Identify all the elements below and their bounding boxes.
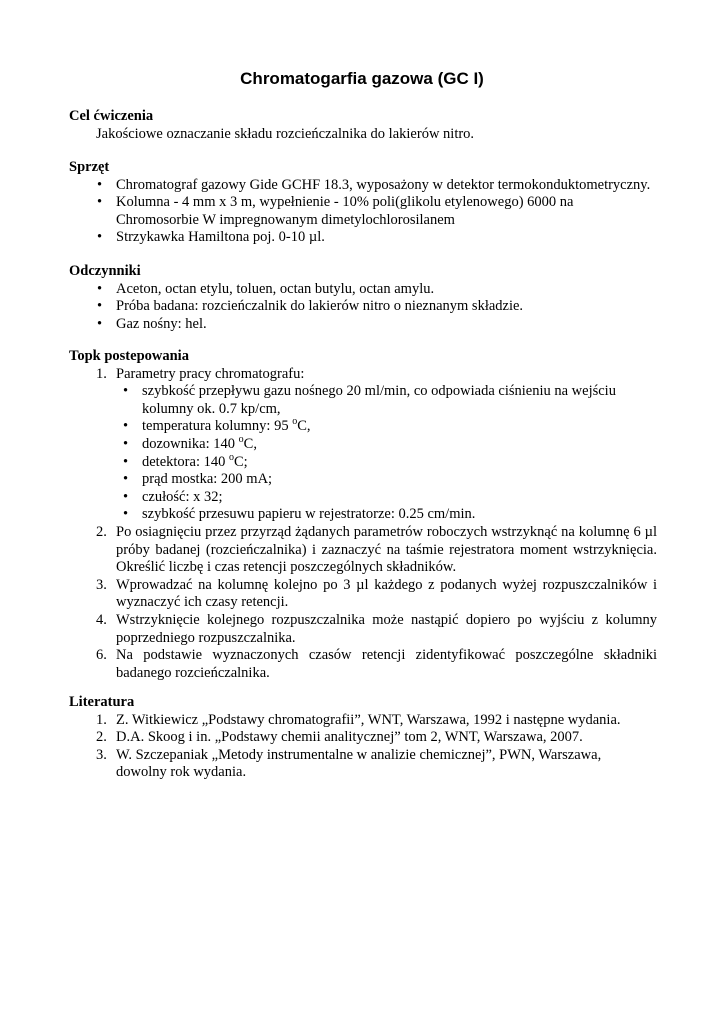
param-sensitivity: • czułość: x 32; [69,489,657,507]
degree-superscript: o [292,416,298,428]
procedure-step-3 [69,577,657,612]
param-unit: C; [233,453,248,470]
item-text: Z. Witkiewicz „Podstawy chromatografii”, WNT, Warszawa, 1992 i następne wydania. [116,711,621,728]
step-text: Wstrzyknięcie kolejnego rozpuszczalnika może nastąpić dopiero po wyjściu z kolumny poprzedniego rozpuszczalnika. [116,611,657,646]
literature-item [69,729,657,747]
procedure-step-6 [69,647,657,682]
section-literature [69,694,657,782]
section-heading-literature: Literatura [69,694,135,710]
procedure-list [69,366,657,384]
param-label: dozownika: 140 [142,435,239,452]
step-number: 4. [96,611,107,628]
section-heading-reagents: Odczynniki [69,263,141,279]
section-heading-goal: Cel ćwiczenia [69,108,154,124]
step-number: 3. [96,576,107,593]
degree-superscript: o [238,434,244,446]
reagents-list [69,281,657,334]
step-text: Parametry pracy chromatografu: [116,365,305,382]
section-procedure [69,348,657,682]
list-item: • Aceton, octan etylu, toluen, octan butylu, octan amylu. [69,281,657,299]
item-number: 2. [96,729,107,746]
section-heading-procedure: Topk postepowania [69,348,189,364]
param-unit: C, [297,418,311,435]
page-title: Chromatogarfia gazowa (GC I) [240,69,484,88]
param-detector-temperature [69,451,657,472]
step-text: Po osiagnięciu przez przyrząd żądanych parametrów roboczych wstrzyknąć na kolumnę 6 µl próby badanej (rozcieńczalnika) i zaznaczyć na taśmie rejestratora moment wstrzyknięcia. Określić liczbę i czas retencji poszczególnych składników. [116,523,657,576]
list-item: • Próba badana: rozcieńczalnik do lakierów nitro o nieznanym składzie. [69,298,657,316]
procedure-step-4 [69,612,657,647]
step-text: Na podstawie wyznaczonych czasów retencji zidentyfikować poszczególne składniki badanego rozcieńczalnika. [116,647,657,681]
step-number: 2. [96,523,107,540]
param-label: detektora: 140 [142,453,229,470]
item-number: 3. [96,746,107,763]
item-text: W. Szczepaniak „Metody instrumentalne w analizie chemicznej”, PWN, Warszawa, dowolny rok wydania. [116,746,602,781]
param-unit: C, [243,435,257,452]
list-item: • Gaz nośny: hel. [69,316,657,334]
literature-item [69,747,616,782]
list-item: • Strzykawka Hamiltona poj. 0-10 µl. [69,229,657,247]
literature-list [69,712,657,782]
list-item: • Kolumna - 4 mm x 3 m, wypełnienie - 10% poli(glikolu etylenowego) 6000 na Chromosorbie W impregnowanym dimetylochlorosilanem [69,194,616,229]
section-equipment [69,159,657,247]
goal-text: Jakościowe oznaczanie składu rozcieńczalnika do lakierów nitro. [96,125,475,142]
section-reagents [69,263,657,333]
procedure-step-2 [69,524,657,577]
param-doser-temperature [69,436,657,454]
section-heading-equipment: Sprzęt [69,159,110,175]
degree-superscript: o [228,451,234,463]
chromatograph-parameters-list [69,383,657,524]
procedure-list-continued [69,524,657,682]
list-item: • Chromatograf gazowy Gide GCHF 18.3, wyposażony w detektor termokonduktometryczny. [69,177,657,195]
procedure-step-1 [69,366,657,384]
param-label: temperatura kolumny: 95 [142,418,293,435]
step-number: 6. [96,647,107,664]
param-column-temperature [69,418,657,436]
item-number: 1. [96,711,107,728]
section-goal [69,108,657,143]
literature-item [69,712,657,730]
param-paper-speed: • szybkość przesuwu papieru w rejestratorze: 0.25 cm/min. [69,506,657,524]
param-flow-rate: • szybkość przepływu gazu nośnego 20 ml/min, co odpowiada ciśnieniu na wejściu kolumny ok. 0.7 kp/cm, [69,383,622,418]
equipment-list [69,177,657,247]
step-number: 1. [96,365,107,382]
step-text: Wprowadzać na kolumnę kolejno po 3 µl każdego z podanych wyżej rozpuszczalników i wyznaczyć ich czasy retencji. [116,576,657,611]
param-bridge-current: • prąd mostka: 200 mA; [69,471,657,489]
item-text: D.A. Skoog i in. „Podstawy chemii analitycznej” tom 2, WNT, Warszawa, 2007. [116,729,583,746]
